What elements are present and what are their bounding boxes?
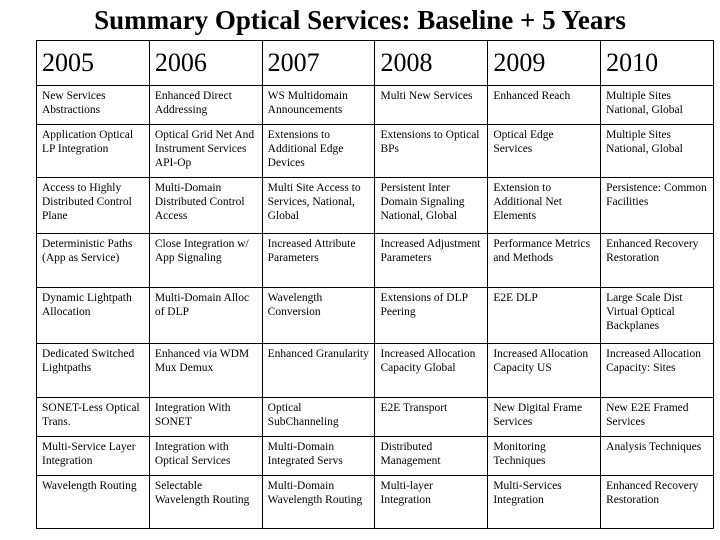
table-cell: Enhanced Recovery Restoration xyxy=(601,234,714,288)
year-header: 2005 xyxy=(37,41,150,86)
table-cell: Multiple Sites National, Global xyxy=(601,125,714,178)
table-cell: Wavelength Conversion xyxy=(262,288,375,344)
table-cell: Increased Attribute Parameters xyxy=(262,234,375,288)
table-cell: Multi New Services xyxy=(375,86,488,125)
table-row xyxy=(37,476,714,529)
table-cell: Persistence: Common Facilities xyxy=(601,178,714,234)
table-cell: Optical Grid Net And Instrument Services API-Op xyxy=(149,125,262,178)
year-header-row xyxy=(37,41,714,86)
table-cell: Multi-Domain Distributed Control Access xyxy=(149,178,262,234)
table-row xyxy=(37,288,714,344)
table-cell: SONET-Less Optical Trans. xyxy=(37,398,150,437)
table-cell: Persistent Inter Domain Signaling National, Global xyxy=(375,178,488,234)
table-cell: Enhanced via WDM Mux Demux xyxy=(149,344,262,398)
table-cell: Extension to Additional Net Elements xyxy=(488,178,601,234)
table-cell: Multi-Services Integration xyxy=(488,476,601,529)
table-cell: Selectable Wavelength Routing xyxy=(149,476,262,529)
table-cell: Dedicated Switched Lightpaths xyxy=(37,344,150,398)
table-cell: New E2E Framed Services xyxy=(601,398,714,437)
year-header: 2009 xyxy=(488,41,601,86)
year-header: 2007 xyxy=(262,41,375,86)
table-cell: Enhanced Reach xyxy=(488,86,601,125)
table-cell: Optical SubChanneling xyxy=(262,398,375,437)
page-title: Summary Optical Services: Baseline + 5 Years xyxy=(94,5,626,35)
table-cell: Deterministic Paths (App as Service) xyxy=(37,234,150,288)
table-cell: Increased Adjustment Parameters xyxy=(375,234,488,288)
table-cell: Multi-Domain Alloc of DLP xyxy=(149,288,262,344)
table-row xyxy=(37,344,714,398)
table-cell: Extensions to Optical BPs xyxy=(375,125,488,178)
table-cell: Wavelength Routing xyxy=(37,476,150,529)
table-cell: Extensions to Additional Edge Devices xyxy=(262,125,375,178)
table-row xyxy=(37,178,714,234)
table-cell: Access to Highly Distributed Control Plane xyxy=(37,178,150,234)
table-cell: Monitoring Techniques xyxy=(488,437,601,476)
year-header: 2006 xyxy=(149,41,262,86)
table-cell: Extensions of DLP Peering xyxy=(375,288,488,344)
table-cell: Integration With SONET xyxy=(149,398,262,437)
table-row xyxy=(37,398,714,437)
table-cell: Integration with Optical Services xyxy=(149,437,262,476)
table-cell: Distributed Management xyxy=(375,437,488,476)
table-cell: Increased Allocation Capacity US xyxy=(488,344,601,398)
table-cell: Optical Edge Services xyxy=(488,125,601,178)
table-cell: New Digital Frame Services xyxy=(488,398,601,437)
table-cell: Multi-Domain Integrated Servs xyxy=(262,437,375,476)
table-cell: Performance Metrics and Methods xyxy=(488,234,601,288)
table-cell: Multi-Service Layer Integration xyxy=(37,437,150,476)
table-cell: E2E DLP xyxy=(488,288,601,344)
year-header: 2008 xyxy=(375,41,488,86)
table-cell: Multi-Domain Wavelength Routing xyxy=(262,476,375,529)
table-cell: Multi-layer Integration xyxy=(375,476,488,529)
table-cell: E2E Transport xyxy=(375,398,488,437)
table-cell: Enhanced Direct Addressing xyxy=(149,86,262,125)
table-cell: Application Optical LP Integration xyxy=(37,125,150,178)
table-row xyxy=(37,86,714,125)
table-cell: Enhanced Granularity xyxy=(262,344,375,398)
table-row xyxy=(37,234,714,288)
table-cell: Increased Allocation Capacity: Sites xyxy=(601,344,714,398)
table-cell: WS Multidomain Announcements xyxy=(262,86,375,125)
table-cell: Enhanced Recovery Restoration xyxy=(601,476,714,529)
table-cell: Dynamic Lightpath Allocation xyxy=(37,288,150,344)
year-header: 2010 xyxy=(601,41,714,86)
services-table xyxy=(36,40,714,529)
table-cell: Close Integration w/ App Signaling xyxy=(149,234,262,288)
table-cell: New Services Abstractions xyxy=(37,86,150,125)
table-row xyxy=(37,125,714,178)
table-cell: Increased Allocation Capacity Global xyxy=(375,344,488,398)
table-cell: Multiple Sites National, Global xyxy=(601,86,714,125)
table-cell: Analysis Techniques xyxy=(601,437,714,476)
table-cell: Large Scale Dist Virtual Optical Backplanes xyxy=(601,288,714,344)
table-row xyxy=(37,437,714,476)
table-cell: Multi Site Access to Services, National, Global xyxy=(262,178,375,234)
